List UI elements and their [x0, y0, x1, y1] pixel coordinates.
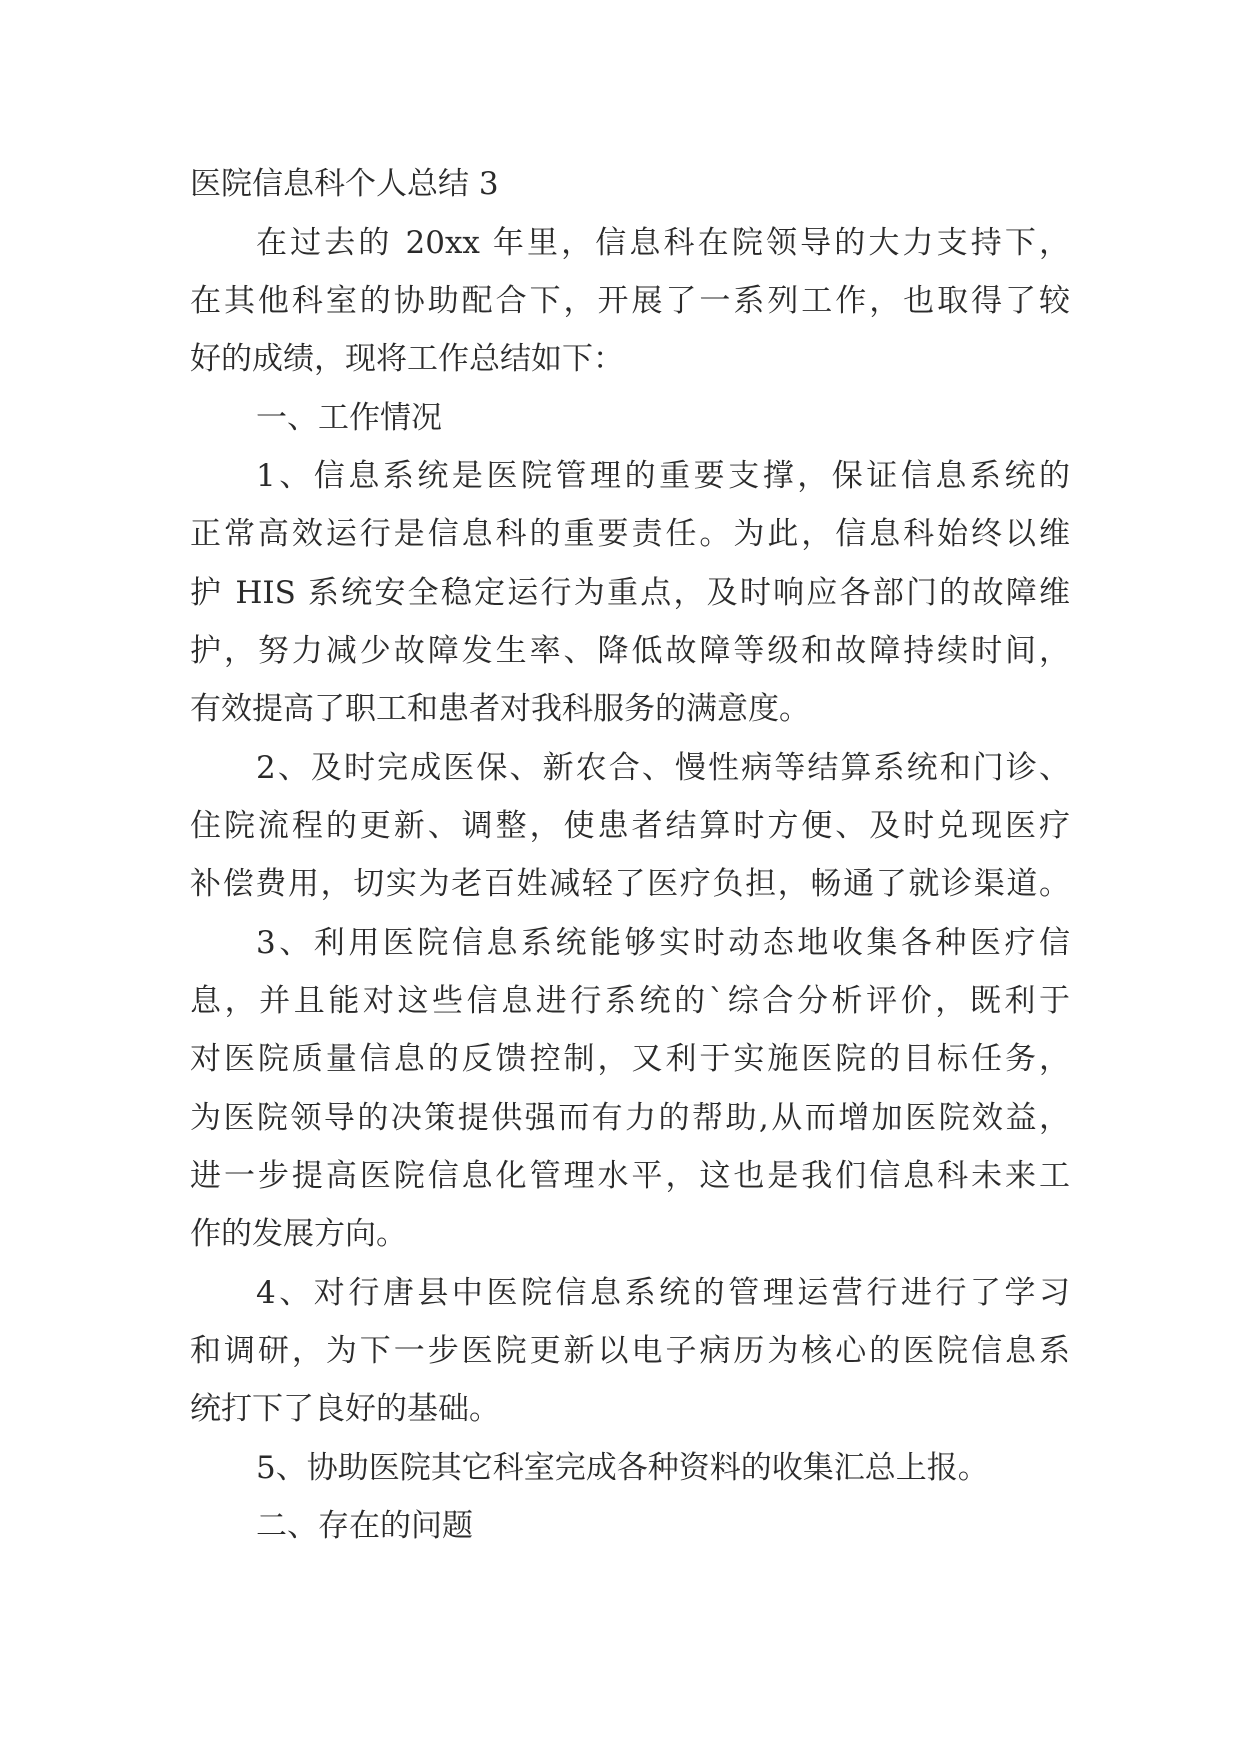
paragraph-line: 护，努力减少故障发生率、降低故障等级和故障持续时间，	[190, 633, 1070, 669]
paragraph-line: 在过去的 20xx 年里，信息科在院领导的大力支持下，	[256, 225, 1070, 261]
paragraph-line: 在其他科室的协助配合下，开展了一系列工作，也取得了较	[190, 283, 1070, 319]
paragraph-line: 进一步提高医院信息化管理水平，这也是我们信息科未来工	[190, 1158, 1070, 1194]
paragraph-line: 住院流程的更新、调整，使患者结算时方便、及时兑现医疗	[190, 808, 1070, 844]
paragraph-line: 为医院领导的决策提供强而有力的帮助,从而增加医院效益，	[190, 1100, 1070, 1136]
paragraph-line: 1、信息系统是医院管理的重要支撑，保证信息系统的	[256, 458, 1070, 494]
paragraph-line: 护 HIS 系统安全稳定运行为重点，及时响应各部门的故障维	[190, 575, 1070, 611]
paragraph-line: 有效提高了职工和患者对我科服务的满意度。	[190, 691, 810, 727]
paragraph-line: 对医院质量信息的反馈控制，又利于实施医院的目标任务，	[190, 1041, 1070, 1077]
paragraph-line: 正常高效运行是信息科的重要责任。为此，信息科始终以维	[190, 516, 1070, 552]
paragraph-line: 补偿费用，切实为老百姓减轻了医疗负担，畅通了就诊渠道。	[190, 866, 1070, 902]
paragraph-line: 息，并且能对这些信息进行系统的`综合分析评价，既利于	[190, 983, 1070, 1019]
paragraph-line: 3、利用医院信息系统能够实时动态地收集各种医疗信	[256, 925, 1070, 961]
section-heading: 二、存在的问题	[256, 1508, 473, 1544]
document-title: 医院信息科个人总结 3	[190, 166, 499, 202]
paragraph-line: 5、协助医院其它科室完成各种资料的收集汇总上报。	[256, 1450, 989, 1486]
paragraph-line: 统打下了良好的基础。	[190, 1391, 500, 1427]
paragraph-line: 作的发展方向。	[190, 1216, 407, 1252]
paragraph-line: 2、及时完成医保、新农合、慢性病等结算系统和门诊、	[256, 750, 1070, 786]
paragraph-line: 4、对行唐县中医院信息系统的管理运营行进行了学习	[256, 1275, 1070, 1311]
section-heading: 一、工作情况	[256, 400, 442, 436]
paragraph-line: 好的成绩，现将工作总结如下：	[190, 341, 624, 377]
paragraph-line: 和调研，为下一步医院更新以电子病历为核心的医院信息系	[190, 1333, 1070, 1369]
